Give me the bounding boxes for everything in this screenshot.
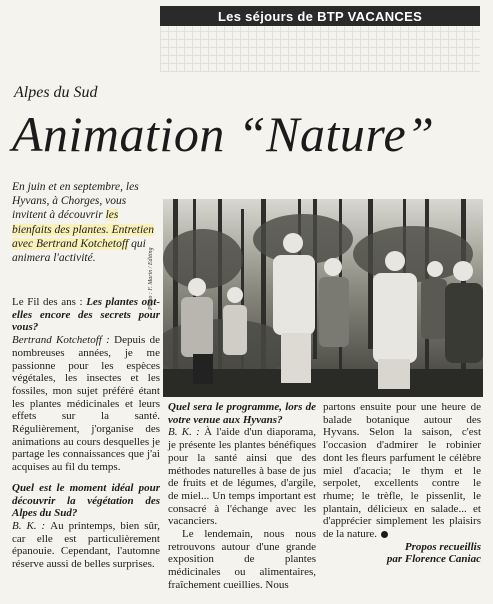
signature xyxy=(323,541,481,566)
question-2: Quel est le moment idéal pour découvrir la végétation des Alpes du Sud? xyxy=(12,481,160,520)
question-1 xyxy=(12,296,160,334)
answer-2 xyxy=(12,520,160,571)
signature-line-1: Propos recueillis xyxy=(404,540,481,553)
answer-2-lead: B. K. : xyxy=(12,519,51,532)
end-of-article-mark-icon xyxy=(381,531,388,538)
question-3: Quel sera le programme, lors de votre venue aux Hyvans? xyxy=(168,401,316,426)
interview-column-2 xyxy=(168,401,316,592)
answer-2-text: Au printemps, bien sûr, car elle est particulièrement épanouie. Cependant, l'automne réserve aussi de belles surprises. xyxy=(12,519,160,571)
answer-3-continued: Le lendemain, nous nous retrouvons autour d'une grande exposition de plantes médicinales ou alimentaires, fraîchement cueillies. Nous xyxy=(168,528,316,591)
section-banner: Les séjours de BTP VACANCES xyxy=(160,6,480,26)
banner-hatch-pattern xyxy=(160,26,480,72)
photo-credit: Photo : F. Marin / Editing xyxy=(148,247,154,310)
question-1-lead: Le Fil des ans : xyxy=(12,296,87,308)
answer-3-end xyxy=(323,401,481,541)
answer-3-text: À l'aide d'un diaporama, je présente les plantes bénéfiques pour la santé ainsi que des méthodes naturelles à base de jus de fruits et de légumes, d'argile, de miel... Un temps important est consacré à l'échange avec les vacanciers. xyxy=(168,426,316,528)
answer-3-lead: B. K. : xyxy=(168,426,205,439)
interview-column-3 xyxy=(323,401,481,566)
chapo-highlighted-text: les bienfaits des plantes. Entretien avec Bertrand Kotchetoff xyxy=(12,209,155,250)
chapo-text-end: qui animera l'activité. xyxy=(12,237,146,265)
answer-1 xyxy=(12,334,160,474)
hikers-photo-illustration xyxy=(163,199,483,397)
question-1-text: Les plantes ont-elles encore des secrets pour vous? xyxy=(12,296,160,334)
article-title: Animation “Nature” xyxy=(12,106,435,162)
article-photo xyxy=(163,199,483,397)
chapo-text-start: En juin et en septembre, les Hyvans, à Chorges, vous invitent à découvrir xyxy=(12,181,139,222)
answer-1-text: Depuis de nombreuses années, je me passionne pour les espèces végétales, les insectes et les fossiles, mon sujet préféré étant les plantes médicinales et leurs effets sur la santé. Régulièrement, j'organise des animations au cours desquelles je partage les connaissances que j'ai acquises au fil du temps. xyxy=(12,334,160,474)
answer-3-end-text: partons ensuite pour une heure de balade botanique autour des Hyvans. Selon la saison, c'est l'occasion d'admirer le robinier dont les fleurs parfument le célèbre miel d'acacia; le thym et le serpolet, excellents contre le rhume; le trèfle, le pissenlit, le plantain, délicieux en salade... et d'apprécier simplement les plaisirs de la nature. xyxy=(323,401,481,541)
signature-line-2: par Florence Caniac xyxy=(386,553,481,566)
article-chapo xyxy=(12,180,160,265)
answer-1-lead: Bertrand Kotchetoff : xyxy=(12,334,115,347)
article-kicker: Alpes du Sud xyxy=(14,84,98,101)
interview-column-1 xyxy=(12,296,160,571)
answer-3 xyxy=(168,426,316,528)
